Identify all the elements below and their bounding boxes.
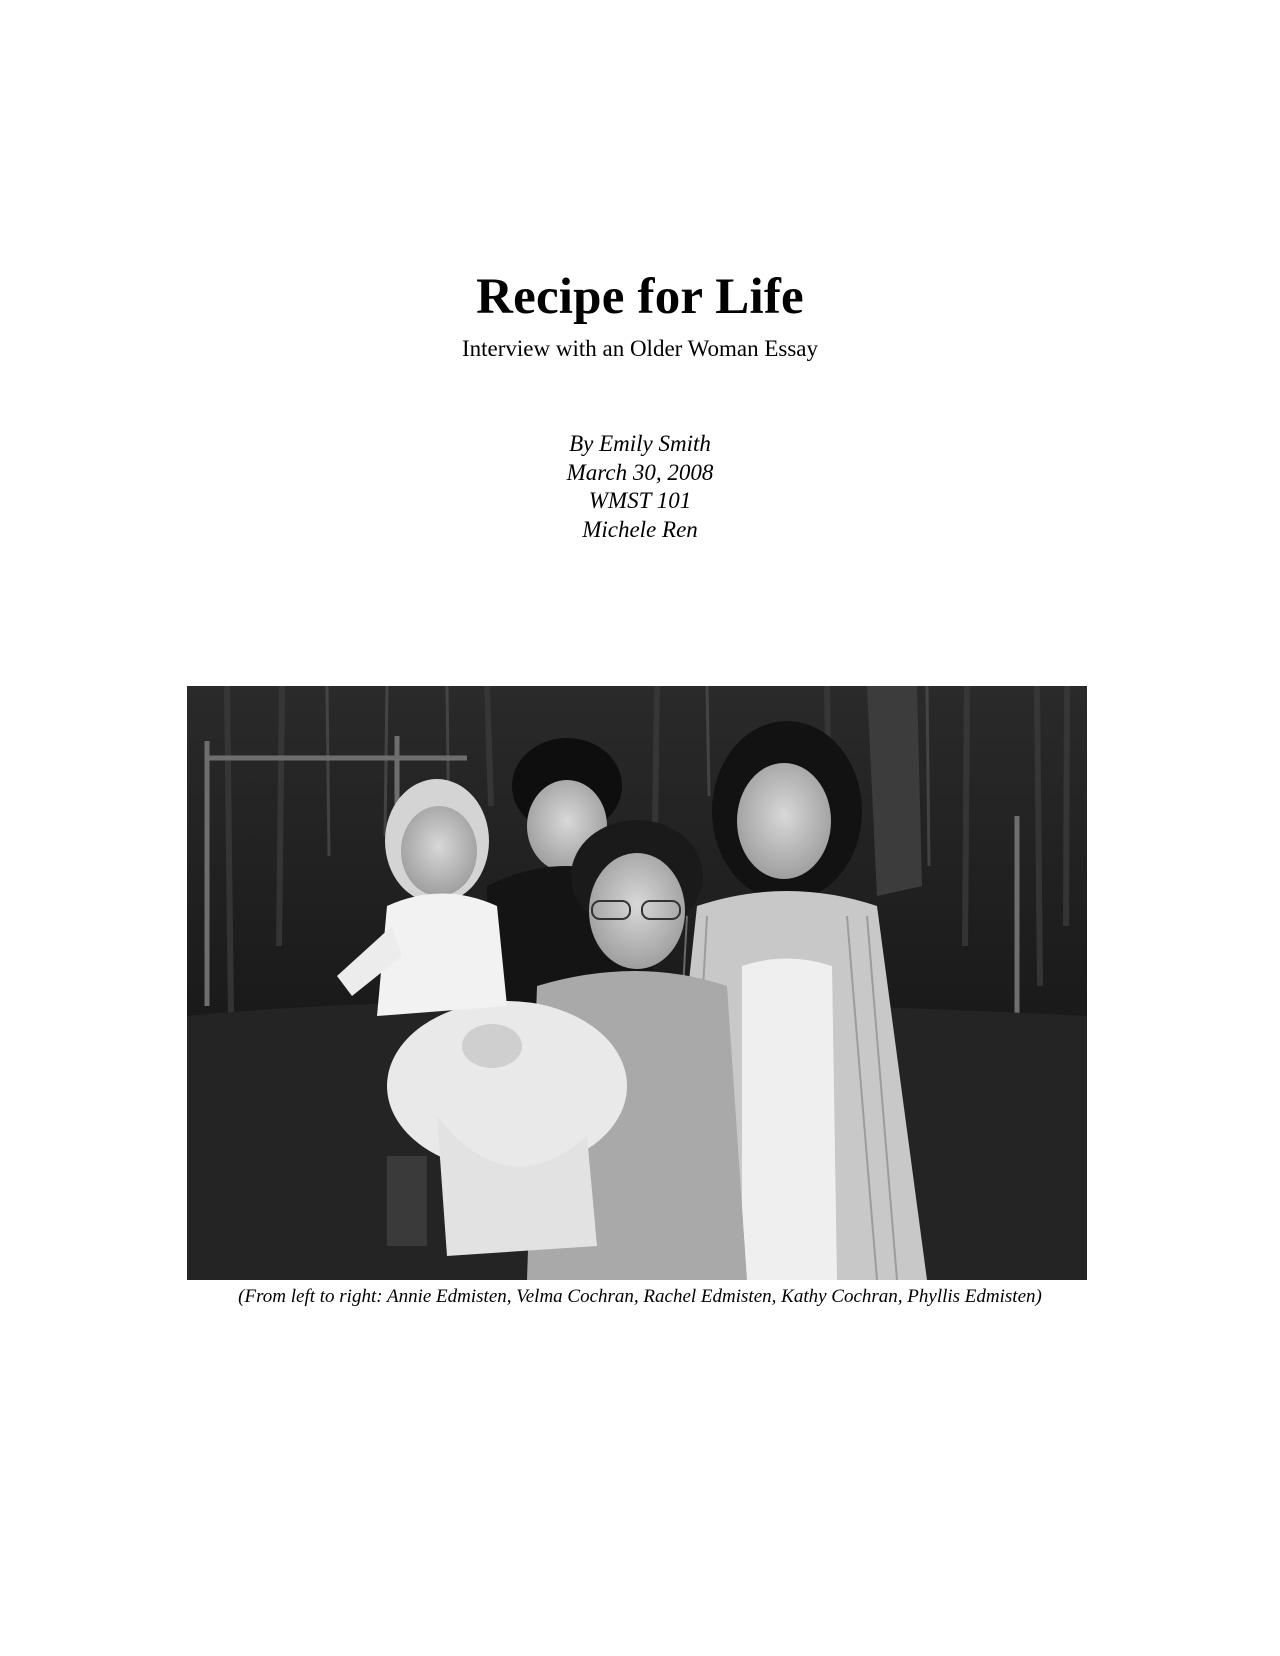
document-title: Recipe for Life xyxy=(476,269,804,325)
family-photo-illustration xyxy=(187,686,1087,1280)
author-line: By Emily Smith xyxy=(569,431,711,456)
instructor-line: Michele Ren xyxy=(582,516,698,542)
family-photo xyxy=(187,686,1087,1280)
document-subtitle: Interview with an Older Woman Essay xyxy=(461,336,819,361)
course-line: WMST 101 xyxy=(588,488,692,513)
byline-block xyxy=(0,430,1280,544)
photo-caption: (From left to right: Annie Edmisten, Velma Cochran, Rachel Edmisten, Kathy Cochran, Phyllis Edmisten) xyxy=(238,1286,1042,1307)
date-line: March 30, 2008 xyxy=(566,459,714,485)
